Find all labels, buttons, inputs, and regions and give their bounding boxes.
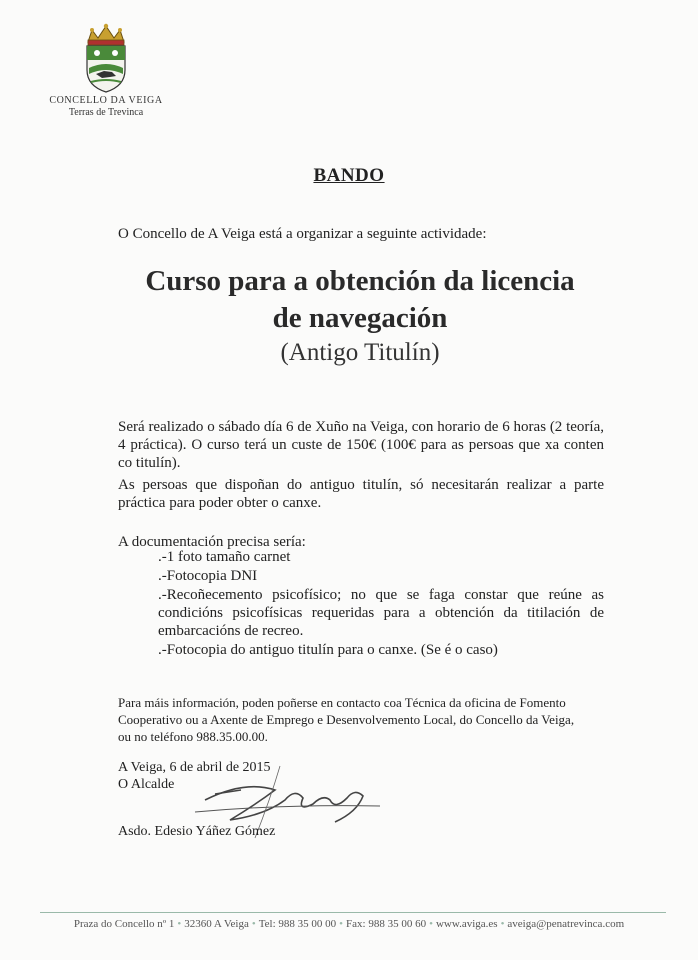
documentation-item: .-1 foto tamaño carnet <box>158 549 291 565</box>
prior-license-paragraph: As persoas que dispoñan do antiguo titulín, só necesitarán realizar a parte práctica para poder obter o canxe. <box>118 477 604 511</box>
course-title-line-1: Curso para a obtención da licencia <box>145 265 575 297</box>
documentation-item: .-Fotocopia do antiguo titulín para o canxe. (Se é o caso) <box>158 642 498 658</box>
signer-role: O Alcalde <box>118 777 175 792</box>
footer-postal: 32360 A Veiga <box>184 918 249 930</box>
contact-line: Para máis información, poden poñerse en contacto coa Técnica da oficina de Fomento <box>118 695 566 710</box>
contact-info <box>118 694 608 745</box>
footer-website-link[interactable]: www.aviga.es <box>435 918 498 930</box>
documentation-item: .-Recoñecemento psicofísico; no que se faga constar que reúne as condicións psicofísicas requeridas para a obtención da titilación de embarcacións de recreo. <box>158 587 604 639</box>
contact-line: ou no teléfono 988.35.00.00. <box>118 729 268 744</box>
schedule-paragraph: Será realizado o sábado día 6 de Xuño na Veiga, con horario de 6 horas (2 teoría, 4 práctica). O curso terá un custe de 150€ (100€ para as persoas que xa conten co titulín). <box>118 419 604 471</box>
signed-by: Asdo. Edesio Yáñez Gómez <box>118 824 276 839</box>
place-date: A Veiga, 6 de abril de 2015 <box>118 760 271 775</box>
footer-divider <box>40 912 666 913</box>
contact-line: Cooperativo ou a Axente de Emprego e Desenvolvemento Local, do Concello da Veiga, <box>118 712 575 727</box>
document-heading: BANDO <box>313 165 385 186</box>
intro-text: O Concello de A Veiga está a organizar a seguinte actividade: <box>118 226 487 242</box>
documentation-label: A documentación precisa sería: <box>118 534 306 550</box>
council-subtitle: Terras de Trevinca <box>68 107 144 118</box>
footer-fax: Fax: 988 35 00 60 <box>346 918 427 930</box>
footer-contact: Praza do Concello nº 1 • 32360 A Veiga • Tel: 988 35 00 00 • Fax: 988 35 00 60 • www.aviga.es • aveiga@penatrevinca.com <box>73 918 625 930</box>
footer-email-link[interactable]: aveiga@penatrevinca.com <box>507 918 625 930</box>
course-subtitle: (Antigo Titulín) <box>280 339 440 366</box>
coat-of-arms-logo <box>82 22 130 94</box>
footer-address: Praza do Concello nº 1 <box>73 918 175 930</box>
council-name: CONCELLO DA VEIGA <box>49 95 163 106</box>
footer-phone: Tel: 988 35 00 00 <box>258 918 337 930</box>
documentation-item: .-Fotocopia DNI <box>158 568 258 584</box>
course-title-line-2: de navegación <box>272 302 448 334</box>
